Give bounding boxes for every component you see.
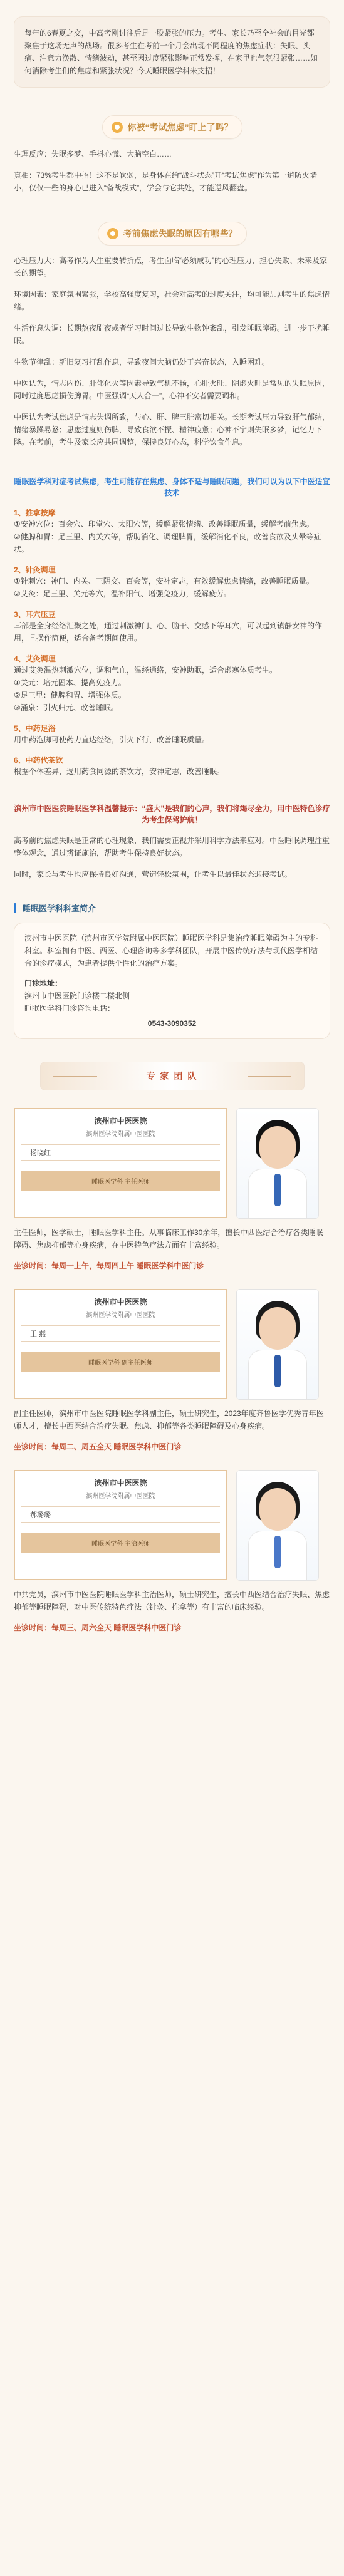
- doctor-row-1: [14, 1102, 330, 1219]
- doctor-photo-2: [236, 1289, 319, 1400]
- doctor-description: 主任医师，医学硕士，睡眠医学科主任。从事临床工作30余年，擅长中西医结合治疗各类睡眠障碍、焦虑抑郁等心身疾病，在中医特色疗法方面有丰富经验。: [14, 1228, 323, 1249]
- section-title-2: [72, 222, 273, 246]
- treatment-heading: 6、中药代茶饮: [14, 756, 63, 765]
- section-title-pill-2: [98, 222, 247, 246]
- team-banner: [40, 1062, 305, 1090]
- treatment-text: 用中药泡脚可使药力直达经络，引火下行，改善睡眠质量。: [14, 735, 210, 744]
- bullet-dot-icon: [112, 122, 123, 133]
- treatment-item: [14, 723, 330, 746]
- address-block: [24, 977, 320, 1030]
- section2-paragraph-2: 环境因素：家庭氛围紧张，学校高强度复习，社会对高考的过度关注，均可能加剧考生的焦虑情绪。: [14, 290, 330, 311]
- section2-paragraph-6: 中医认为考试焦虑是情志失调所致，与心、肝、脾三脏密切相关。长期考试压力导致肝气郁结，情绪暴躁易怒；思虑过度则伤脾，导致食欲不振、精神疲惫；心神不宁则失眠多梦，记忆力下降。在考前，考生及家长应共同调整，保持良好心态，科学饮食作息。: [14, 413, 330, 447]
- doctor-schedule: 坐诊时间：每周三、周六全天 睡眠医学科中医门诊: [14, 1623, 182, 1632]
- section2-paragraph-1: 心理压力大：高考作为人生重要转折点，考生面临“必须成功”的心理压力，担心失败、未来及家长的期望。: [14, 256, 327, 277]
- doctor-photo-3: [236, 1470, 319, 1581]
- address-line-1: 滨州市中医医院门诊楼二楼北侧: [24, 991, 130, 1000]
- treatment-item: [14, 564, 330, 600]
- treatment-heading: 4、艾灸调理: [14, 654, 56, 663]
- team-banner-text: 专 家 团 队: [146, 1071, 198, 1081]
- closing-paragraph-1: 高考前的焦虑失眠是正常的心理现象，我们需要正视并采用科学方法来应对。中医睡眠调理注重整体观念，通过辨证施治，帮助考生保持良好状态。: [14, 836, 330, 857]
- treatment-heading: 2、针灸调理: [14, 566, 56, 574]
- doctor-nameplate-1: [14, 1108, 227, 1218]
- title-stripe: [14, 903, 16, 913]
- treatment-title: 睡眠医学科对症考试焦虑，考生可能存在焦虑、身体不适与睡眠问题，我们可以为以下中医适宜技术: [14, 477, 330, 497]
- doctor-dept: 睡眠医学科 主治医师: [21, 1533, 220, 1553]
- closing-paragraph-2: 同时，家长与考生也应保持良好沟通，营造轻松氛围，让考生以最佳状态迎接考试。: [14, 870, 293, 879]
- doctor-row-3: [14, 1464, 330, 1581]
- phone-number: 0543-3090352: [147, 1019, 197, 1028]
- treatment-heading: 3、耳穴压豆: [14, 610, 56, 619]
- doctor-dept: 睡眠医学科 主任医师: [21, 1171, 220, 1191]
- address-line-2: 睡眠医学科门诊咨询电话：: [24, 1004, 115, 1013]
- treatment-heading: 5、中药足浴: [14, 724, 56, 733]
- doctor-affiliation: 滨州医学院附属中医医院: [86, 1131, 155, 1138]
- treatment-item: [14, 609, 330, 644]
- doctor-photo-1: [236, 1108, 319, 1219]
- section-title-pill-1: [102, 115, 242, 139]
- doctor-card-1: [14, 1102, 330, 1271]
- bullet-dot-icon: [107, 228, 118, 239]
- doctor-schedule: 坐诊时间：每周一上午，每周四上午 睡眠医学科中医门诊: [14, 1261, 204, 1270]
- treatment-text: 根据个体差异，选用药食同源的茶饮方，安神定志，改善睡眠。: [14, 767, 225, 776]
- doctor-description: 副主任医师，滨州市中医医院睡眠医学科副主任，硕士研究生，2023年度齐鲁医学优秀青年医师人才，擅长中西医结合治疗失眠、焦虑、抑郁等各类睡眠障碍及心身疾病。: [14, 1409, 324, 1430]
- doctor-nameplate-2: [14, 1289, 227, 1399]
- treatment-item: [14, 507, 330, 556]
- treatment-item: [14, 755, 330, 778]
- section-title-1: [72, 115, 273, 139]
- treatment-text: 通过艾灸温热刺激穴位，调和气血，温经通络，安神助眠，适合虚寒体质考生。 ①关元：培元固本、提高免疫力。 ②足三里：健脾和胃、增强体质。 ③涌泉：引火归元、改善睡眠。: [14, 666, 278, 712]
- doctor-dept: 睡眠医学科 副主任医师: [21, 1352, 220, 1372]
- section2-paragraph-4: 生物节律乱：新旧复习打乱作息，导致夜间大脑仍处于兴奋状态，入睡困难。: [14, 358, 270, 366]
- section2-paragraph-3: 生活作息失调：长期熬夜刷夜或者学习时间过长导致生物钟紊乱，引发睡眠障碍。进一步干扰睡眠。: [14, 324, 330, 345]
- doctor-hospital: 滨州市中医医院: [94, 1479, 147, 1487]
- section2-paragraph-5: 中医认为，情志内伤、肝郁化火等因素导致气机不畅，心肝火旺、阴虚火旺是常见的失眠原因，同时过度思虑损伤脾胃。中医强调“天人合一”，心神不安者需要调和。: [14, 379, 330, 400]
- section1-paragraph-2: 真相：73%考生都中招！这不是软弱，是身体在给“战斗状态”开“考试焦虑”作为第一道防火墙小，仅仅一些的身心已进入“备战模式”，学会与它共处，才能逆风翻盘。: [14, 171, 318, 192]
- section-title-text-1: 你被“考试焦虑”盯上了吗？: [127, 122, 233, 132]
- dept-intro-card: [14, 923, 330, 1039]
- doctor-nameplate-3: [14, 1470, 227, 1580]
- dept-intro-title: [14, 902, 330, 914]
- section-title-text-2: 考前焦虑失眠的原因有哪些？: [123, 229, 237, 239]
- address-label: 门诊地址：: [24, 979, 63, 988]
- doctor-name: 王 燕: [21, 1325, 220, 1342]
- treatment-text: 耳部是全身经络汇聚之处，通过刺激神门、心、脑干、交感下等耳穴，可以起到镇静安神的作用，且操作简便，适合备考期间使用。: [14, 621, 323, 643]
- doctor-name: 杨晓红: [21, 1144, 220, 1161]
- doctor-affiliation: 滨州医学院附属中医医院: [86, 1312, 155, 1319]
- doctor-name: 郝璐璐: [21, 1506, 220, 1523]
- dept-intro-title-text: 睡眠医学科科室简介: [23, 904, 96, 913]
- treatment-text: ①安神穴位：百会穴、印堂穴、太阳穴等，缓解紧张情绪、改善睡眠质量，缓解考前焦虑。 ②健脾和胃：足三里、内关穴等，帮助消化、调理脾胃，缓解消化不良，改善食欲及头晕等症状。: [14, 520, 321, 554]
- doctor-card-2: [14, 1283, 330, 1452]
- section1-paragraph-1: 生理反应：失眠多梦、手抖心慌、大脑空白……: [14, 150, 172, 158]
- treatment-item: [14, 653, 330, 714]
- treatment-text: ①针刺穴：神门、内关、三阴交、百会等，安神定志，有效缓解焦虑情绪，改善睡眠质量。 ②艾灸：足三里、关元等穴，温补阳气、增强免疫力，缓解疲劳。: [14, 577, 314, 598]
- press-note: 滨州市中医医院睡眠医学科温馨提示：“盛大”是我们的心声，我们将竭尽全力，用中医特色诊疗为考生保驾护航！: [14, 804, 330, 824]
- doctor-affiliation: 滨州医学院附属中医医院: [86, 1493, 155, 1500]
- doctor-schedule: 坐诊时间：每周二、周五全天 睡眠医学科中医门诊: [14, 1442, 182, 1451]
- doctor-card-3: [14, 1464, 330, 1633]
- article-page: [0, 16, 344, 2576]
- dept-intro-text: 滨州市中医医院（滨州市医学院附属中医医院）睡眠医学科是集治疗睡眠障碍为主的专科科室。科室拥有中医、西医、心理咨询等多学科团队，开展中医传统疗法与现代医学相结合的诊疗模式，为患者提供个性化的治疗方案。: [24, 934, 318, 968]
- doctor-row-2: [14, 1283, 330, 1400]
- treatment-heading: 1、推拿按摩: [14, 509, 56, 517]
- intro-text: 每年的6春夏之交，中高考刚讨往后是一股紧张的压力。考生、家长乃至全社会的目光都聚焦于这场无声的战场。很多考生在考前一个月会出现不同程度的焦虑症状：失眠、头痛、注意力涣散、情绪波动，甚至因过度紧张影响正常发挥，在家里也气氛很紧张……如何消除考生们的焦虑和紧张状况？今天睡眠医学科来支招！: [24, 29, 318, 75]
- doctor-description: 中共党员，滨州市中医医院睡眠医学科主治医师，硕士研究生，擅长中西医结合治疗失眠、焦虑抑郁等睡眠障碍，对中医传统特色疗法（针灸、推拿等）有丰富的临床经验。: [14, 1590, 330, 1611]
- doctor-hospital: 滨州市中医医院: [94, 1298, 147, 1306]
- doctor-hospital: 滨州市中医医院: [94, 1117, 147, 1125]
- intro-box: [14, 16, 330, 88]
- treatment-list: [14, 507, 330, 778]
